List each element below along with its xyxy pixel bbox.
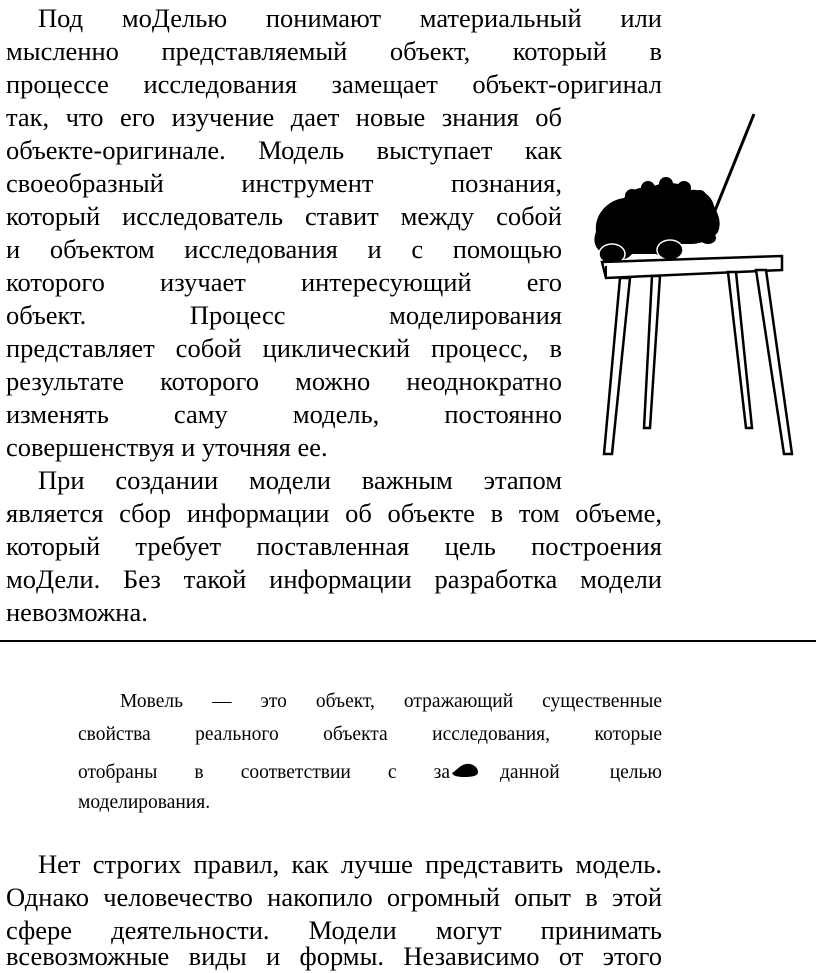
text-line: является сбор информации об объекте в том объеме, [6,498,662,528]
text-line: представляет собой циклический процесс, в [6,333,562,363]
text-line: и объектом исследования и с помощью [6,234,562,264]
text-line: Однако человечество накопило огромный опыт в этой [6,882,662,912]
text-line: своеобразный инструмент познания, [6,168,562,198]
text-line: объект. Процесс моделирования [6,300,562,330]
text-line: сфере деятельности. Модели могут принимать [6,915,662,945]
text-line: объекте-оригинале. Модель выступает как [6,135,562,165]
horizontal-divider [0,640,816,642]
toy-car-on-stool-icon [572,110,808,465]
definition-line: Мовель — это объект, отражающий существенные [120,691,662,712]
text-line: результате которого можно неоднократно [6,366,562,396]
text-line: мысленно представляемый объект, который в [6,36,662,66]
text-line: изменять саму модель, постоянно [6,399,562,429]
text-line: которого изучает интересующий его [6,267,562,297]
text-line: который требует поставленная цель построения [6,531,662,561]
definition-line: данной целью [500,762,662,783]
text-line: процессе исследования замещает объект-оригинал [6,69,662,99]
definition-line: отобраны в соответствии с за [78,762,450,783]
text-line: всевозможные виды и формы. Независимо от этого [6,941,662,971]
text-line: При создании модели важным этапом [38,465,562,495]
text-line: невозможна. [6,597,148,627]
text-line: совершенствуя и уточняя ее. [6,432,328,462]
text-line: который исследователь ставит между собой [6,201,562,231]
ink-smudge-icon [450,761,480,779]
definition-line: моделирования. [78,792,211,813]
text-line: моДели. Без такой информации разработка модели [6,564,662,594]
toy-car-on-stool-illustration [572,110,808,465]
text-line: Нет строгих правил, как лучше представить модель. [38,849,662,879]
text-line: Под моДелью понимают материальный или [38,3,662,33]
text-line: так, что его изучение дает новые знания об [6,102,562,132]
definition-line: свойства реального объекта исследования, которые [78,724,662,745]
